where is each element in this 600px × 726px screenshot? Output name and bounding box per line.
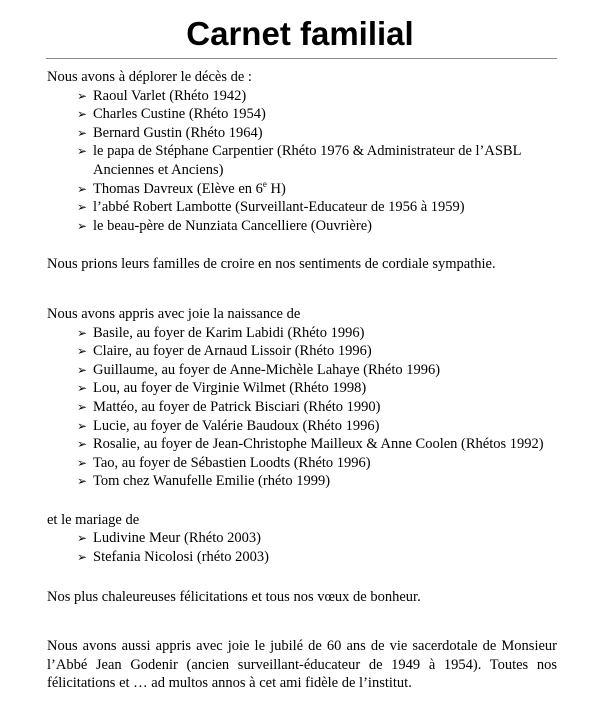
arrow-bullet-icon: ➢ bbox=[77, 144, 88, 159]
arrow-bullet-icon: ➢ bbox=[77, 531, 88, 546]
births-intro: Nous avons appris avec joie la naissance de bbox=[47, 305, 301, 322]
arrow-bullet-icon: ➢ bbox=[77, 125, 88, 140]
arrow-bullet-icon: ➢ bbox=[77, 418, 88, 433]
superscript: e bbox=[262, 178, 267, 189]
arrow-bullet-icon: ➢ bbox=[77, 550, 88, 565]
weddings-intro: et le mariage de bbox=[47, 511, 140, 528]
jubilee-paragraph: Nous avons aussi appris avec joie le jubilé de 60 ans de vie sacerdotale de Monsieur l’Abbé Jean Godenir (ancien surveillant-éducateur de 1949 à 1954). Toutes nos félicitations et … ad multos annos à cet ami fidèle de l’institut. bbox=[47, 638, 557, 692]
list-item: ➢ Tom chez Wanufelle Emilie (rhéto 1999) bbox=[77, 473, 331, 490]
deaths-closing: Nous prions leurs familles de croire en nos sentiments de cordiale sympathie. bbox=[47, 256, 496, 273]
arrow-bullet-icon: ➢ bbox=[77, 88, 88, 103]
arrow-bullet-icon: ➢ bbox=[77, 181, 88, 196]
list-item: ➢ le papa de Stéphane Carpentier (Rhéto 1976 & Administrateur de l’ASBL Anciennes et Anciens) bbox=[77, 143, 521, 178]
arrow-bullet-icon: ➢ bbox=[77, 218, 88, 233]
deaths-intro: Nous avons à déplorer le décès de : bbox=[47, 69, 252, 85]
list-item: ➢ Stefania Nicolosi (rhéto 2003) bbox=[77, 549, 269, 566]
weddings-list bbox=[47, 529, 557, 566]
list-item: ➢ Charles Custine (Rhéto 1954) bbox=[77, 106, 266, 123]
arrow-bullet-icon: ➢ bbox=[77, 455, 88, 470]
list-item: ➢ Mattéo, au foyer de Patrick Bisciari (Rhéto 1990) bbox=[77, 398, 381, 415]
list-item: ➢ Guillaume, au foyer de Anne-Michèle Lahaye (Rhéto 1996) bbox=[77, 361, 441, 378]
list-item: ➢ le beau-père de Nunziata Cancelliere (Ouvrière) bbox=[77, 217, 372, 234]
deaths-list bbox=[47, 87, 557, 236]
list-item: ➢ Bernard Gustin (Rhéto 1964) bbox=[77, 124, 263, 141]
arrow-bullet-icon: ➢ bbox=[77, 399, 88, 414]
page-title: Carnet familial bbox=[186, 15, 414, 52]
arrow-bullet-icon: ➢ bbox=[77, 344, 88, 359]
list-item: ➢ Ludivine Meur (Rhéto 2003) bbox=[77, 530, 261, 547]
arrow-bullet-icon: ➢ bbox=[77, 474, 88, 489]
weddings-closing: Nos plus chaleureuses félicitations et tous nos vœux de bonheur. bbox=[47, 588, 421, 605]
title-divider bbox=[46, 58, 557, 59]
list-item: ➢ Thomas Davreux (Elève en 6e H) bbox=[77, 178, 286, 197]
arrow-bullet-icon: ➢ bbox=[77, 325, 88, 340]
list-item: ➢ Rosalie, au foyer de Jean-Christophe Mailleux & Anne Coolen (Rhétos 1992) bbox=[77, 436, 544, 453]
arrow-bullet-icon: ➢ bbox=[77, 381, 88, 396]
births-list bbox=[47, 324, 557, 491]
list-item: ➢ Lou, au foyer de Virginie Wilmet (Rhéto 1998) bbox=[77, 380, 367, 397]
announcements-body bbox=[47, 68, 557, 693]
list-item: ➢ l’abbé Robert Lambotte (Surveillant-Educateur de 1956 à 1959) bbox=[77, 199, 465, 216]
arrow-bullet-icon: ➢ bbox=[77, 200, 88, 215]
list-item: ➢ Tao, au foyer de Sébastien Loodts (Rhéto 1996) bbox=[77, 454, 371, 471]
arrow-bullet-icon: ➢ bbox=[77, 437, 88, 452]
arrow-bullet-icon: ➢ bbox=[77, 107, 88, 122]
list-item: ➢ Basile, au foyer de Karim Labidi (Rhéto 1996) bbox=[77, 324, 365, 341]
list-item: ➢ Claire, au foyer de Arnaud Lissoir (Rhéto 1996) bbox=[77, 343, 372, 360]
list-item: ➢ Lucie, au foyer de Valérie Baudoux (Rhéto 1996) bbox=[77, 417, 380, 434]
arrow-bullet-icon: ➢ bbox=[77, 362, 88, 377]
list-item: ➢ Raoul Varlet (Rhéto 1942) bbox=[77, 87, 247, 104]
